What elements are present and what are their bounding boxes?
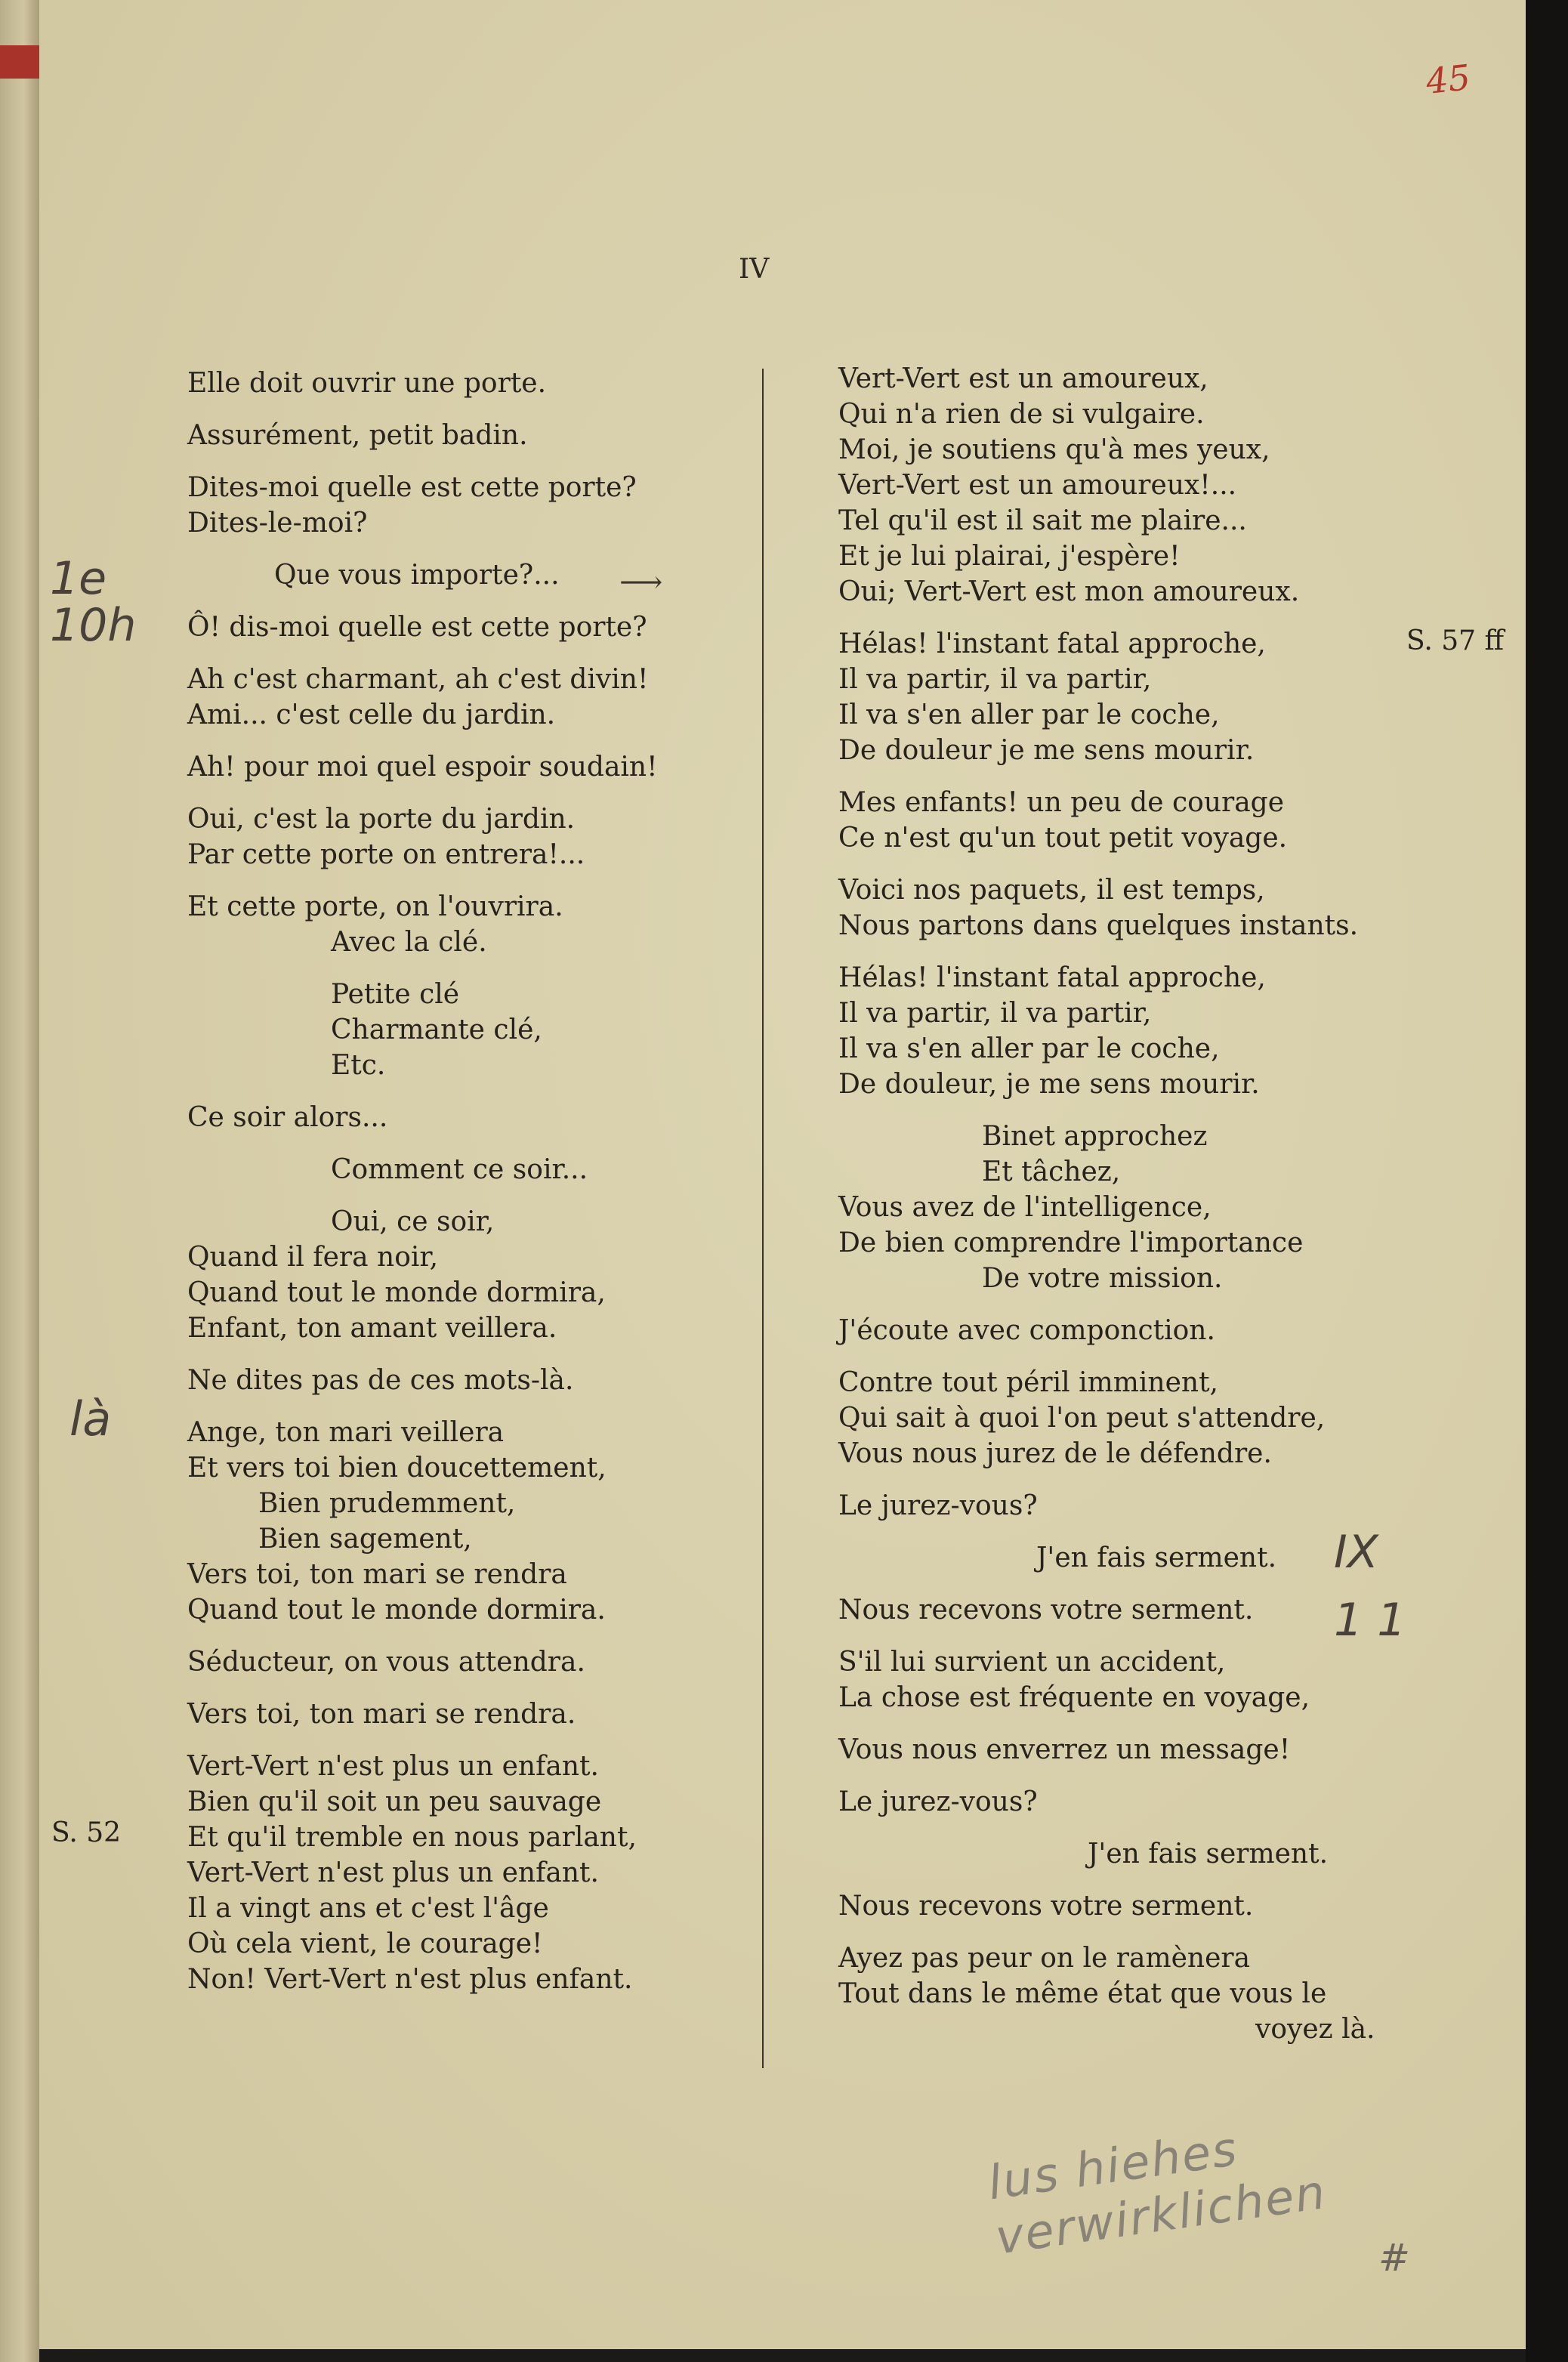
text-line: Nous partons dans quelques instants. <box>838 910 1359 941</box>
text-block <box>187 1415 746 1628</box>
text-line: Et vers toi bien doucettement, <box>187 1453 607 1484</box>
text-line: Ne dites pas de ces mots-là. <box>187 1365 574 1396</box>
text-line: Ah c'est charmant, ah c'est divin! <box>187 664 649 695</box>
text-block <box>838 1732 1443 1768</box>
text-line: Ce n'est qu'un tout petit voyage. <box>838 823 1288 854</box>
text-line: Nous recevons votre serment. <box>838 1595 1254 1626</box>
book-gutter <box>0 0 39 2362</box>
text-line: Charmante clé, <box>331 1014 542 1045</box>
text-block <box>187 1100 746 1135</box>
text-line: S'il lui survient un accident, <box>838 1647 1226 1678</box>
text-line: Quand il fera noir, <box>187 1242 439 1273</box>
text-block <box>838 1888 1443 1924</box>
text-line: De douleur je me sens mourir. <box>838 735 1255 766</box>
text-line: Et tâchez, <box>982 1156 1121 1187</box>
text-line: Vers toi, ton mari se rendra <box>187 1559 567 1590</box>
text-block <box>187 470 746 541</box>
text-block <box>187 1697 746 1732</box>
text-block <box>838 1941 1443 2047</box>
column-divider <box>762 369 764 2068</box>
text-line: Ô! dis-moi quelle est cette porte? <box>187 612 647 643</box>
right-reference-s57: S. 57 ff <box>1406 625 1505 656</box>
handwritten-bottom-note: lus hiehes verwirklichen <box>984 2120 1330 2265</box>
text-line: Vous nous jurez de le défendre. <box>838 1438 1272 1469</box>
text-block <box>187 418 746 453</box>
text-line: Quand tout le monde dormira, <box>187 1277 606 1308</box>
text-line: Dites-moi quelle est cette porte? <box>187 472 637 503</box>
text-line: Non! Vert-Vert n'est plus enfant. <box>187 1964 633 1995</box>
text-block <box>187 662 746 733</box>
text-line: Le jurez-vous? <box>838 1786 1038 1817</box>
text-block <box>838 1836 1443 1872</box>
text-block <box>187 977 746 1083</box>
handwritten-margin-note: 1e 10h <box>50 552 137 652</box>
text-line: Vert-Vert est un amoureux, <box>838 363 1208 394</box>
text-line: Avec la clé. <box>331 927 487 958</box>
text-line: Etc. <box>331 1050 386 1081</box>
handwritten-page-number: 45 <box>1424 57 1473 102</box>
left-reference-s52: S. 52 <box>51 1817 122 1848</box>
text-line: Nous recevons votre serment. <box>838 1891 1254 1922</box>
text-line: Séducteur, on vous attendra. <box>187 1647 585 1678</box>
text-line: Tout dans le même état que vous le <box>838 1978 1327 2009</box>
text-line: Il va partir, il va partir, <box>838 664 1152 695</box>
text-line: Enfant, ton amant veillera. <box>187 1313 557 1344</box>
handwritten-bottom-mark: # <box>1378 2236 1410 2280</box>
section-heading: IV <box>739 254 770 285</box>
text-line: Vous nous enverrez un message! <box>838 1734 1291 1765</box>
text-line: J'en fais serment. <box>1088 1839 1329 1870</box>
text-line: Petite clé <box>331 979 460 1010</box>
text-block <box>838 1488 1443 1524</box>
text-line: Ami... c'est celle du jardin. <box>187 699 556 730</box>
text-line: Dites-le-moi? <box>187 508 368 539</box>
text-line: Et je lui plairai, j'espère! <box>838 541 1181 572</box>
text-line: Que vous importe?... <box>274 560 560 591</box>
text-line: Comment ce soir... <box>331 1154 588 1185</box>
text-line: Elle doit ouvrir une porte. <box>187 368 547 399</box>
text-line: Bien sagement, <box>258 1524 472 1555</box>
text-line: Oui, ce soir, <box>331 1206 495 1237</box>
text-line: Qui sait à quoi l'on peut s'attendre, <box>838 1403 1326 1434</box>
text-line: Ce soir alors... <box>187 1102 388 1133</box>
text-line: Ah! pour moi quel espoir soudain! <box>187 752 658 783</box>
text-line: voyez là. <box>1255 2014 1375 2045</box>
text-block <box>838 1644 1443 1715</box>
text-line: De votre mission. <box>982 1263 1223 1294</box>
text-block <box>187 610 746 645</box>
text-line: Il va s'en aller par le coche, <box>838 1033 1220 1064</box>
text-block <box>838 960 1443 1102</box>
text-block <box>838 1313 1443 1348</box>
text-line: Bien qu'il soit un peu sauvage <box>187 1786 602 1817</box>
text-line: Binet approchez <box>982 1121 1208 1152</box>
text-block <box>187 1749 746 1997</box>
text-block <box>187 801 746 872</box>
text-block <box>838 1119 1443 1296</box>
left-text-column <box>187 366 746 2014</box>
text-block <box>838 872 1443 943</box>
text-line: Vous avez de l'intelligence, <box>838 1192 1211 1223</box>
text-line: Il a vingt ans et c'est l'âge <box>187 1893 549 1924</box>
text-line: Il va s'en aller par le coche, <box>838 699 1220 730</box>
text-line: Et qu'il tremble en nous parlant, <box>187 1822 637 1853</box>
text-block <box>187 889 746 960</box>
handwritten-arrow-icon: ⟶ <box>619 565 663 600</box>
text-line: Mes enfants! un peu de courage <box>838 787 1285 818</box>
text-line: Hélas! l'instant fatal approche, <box>838 962 1266 993</box>
text-line: Où cela vient, le courage! <box>187 1928 543 1959</box>
text-block <box>838 1784 1443 1820</box>
text-line: J'écoute avec componction. <box>838 1315 1215 1346</box>
text-block <box>187 366 746 401</box>
text-block <box>838 1365 1443 1471</box>
text-line: La chose est fréquente en voyage, <box>838 1682 1310 1713</box>
text-line: Il va partir, il va partir, <box>838 998 1152 1029</box>
text-line: Ange, ton mari veillera <box>187 1417 505 1448</box>
text-line: De bien comprendre l'importance <box>838 1227 1304 1258</box>
text-block <box>838 361 1443 610</box>
text-line: Qui n'a rien de si vulgaire. <box>838 399 1205 430</box>
text-block <box>187 1363 746 1398</box>
right-text-column <box>838 361 1443 2064</box>
text-block <box>187 1204 746 1346</box>
text-line: Oui, c'est la porte du jardin. <box>187 804 576 835</box>
page-edge <box>1526 0 1568 2362</box>
text-line: Assurément, petit badin. <box>187 420 528 451</box>
text-line: Moi, je soutiens qu'à mes yeux, <box>838 434 1270 465</box>
text-line: J'en fais serment. <box>1036 1542 1277 1573</box>
text-line: Vert-Vert est un amoureux!... <box>838 470 1237 501</box>
text-line: Vert-Vert n'est plus un enfant. <box>187 1857 599 1888</box>
text-block <box>187 1152 746 1187</box>
text-line: Contre tout péril imminent, <box>838 1367 1218 1398</box>
red-tab <box>0 45 39 79</box>
text-block <box>838 785 1443 856</box>
text-block <box>187 749 746 785</box>
text-line: Hélas! l'instant fatal approche, <box>838 628 1266 659</box>
text-line: Et cette porte, on l'ouvrira. <box>187 891 563 922</box>
text-line: Vert-Vert n'est plus un enfant. <box>187 1751 599 1782</box>
text-line: Bien prudemment, <box>258 1488 516 1519</box>
text-line: Par cette porte on entrera!... <box>187 839 585 870</box>
text-line: Tel qu'il est il sait me plaire... <box>838 505 1247 536</box>
handwritten-margin-note: là <box>69 1391 112 1447</box>
text-line: Oui; Vert-Vert est mon amoureux. <box>838 576 1300 607</box>
text-line: Quand tout le monde dormira. <box>187 1595 606 1626</box>
handwritten-margin-note: IX 1 1 <box>1334 1526 1406 1647</box>
text-line: De douleur, je me sens mourir. <box>838 1069 1260 1100</box>
text-block <box>187 1644 746 1680</box>
text-line: Voici nos paquets, il est temps, <box>838 875 1265 906</box>
text-block <box>838 626 1443 768</box>
text-line: Vers toi, ton mari se rendra. <box>187 1699 576 1730</box>
text-line: Le jurez-vous? <box>838 1490 1038 1521</box>
text-line: Ayez pas peur on le ramènera <box>838 1943 1251 1974</box>
